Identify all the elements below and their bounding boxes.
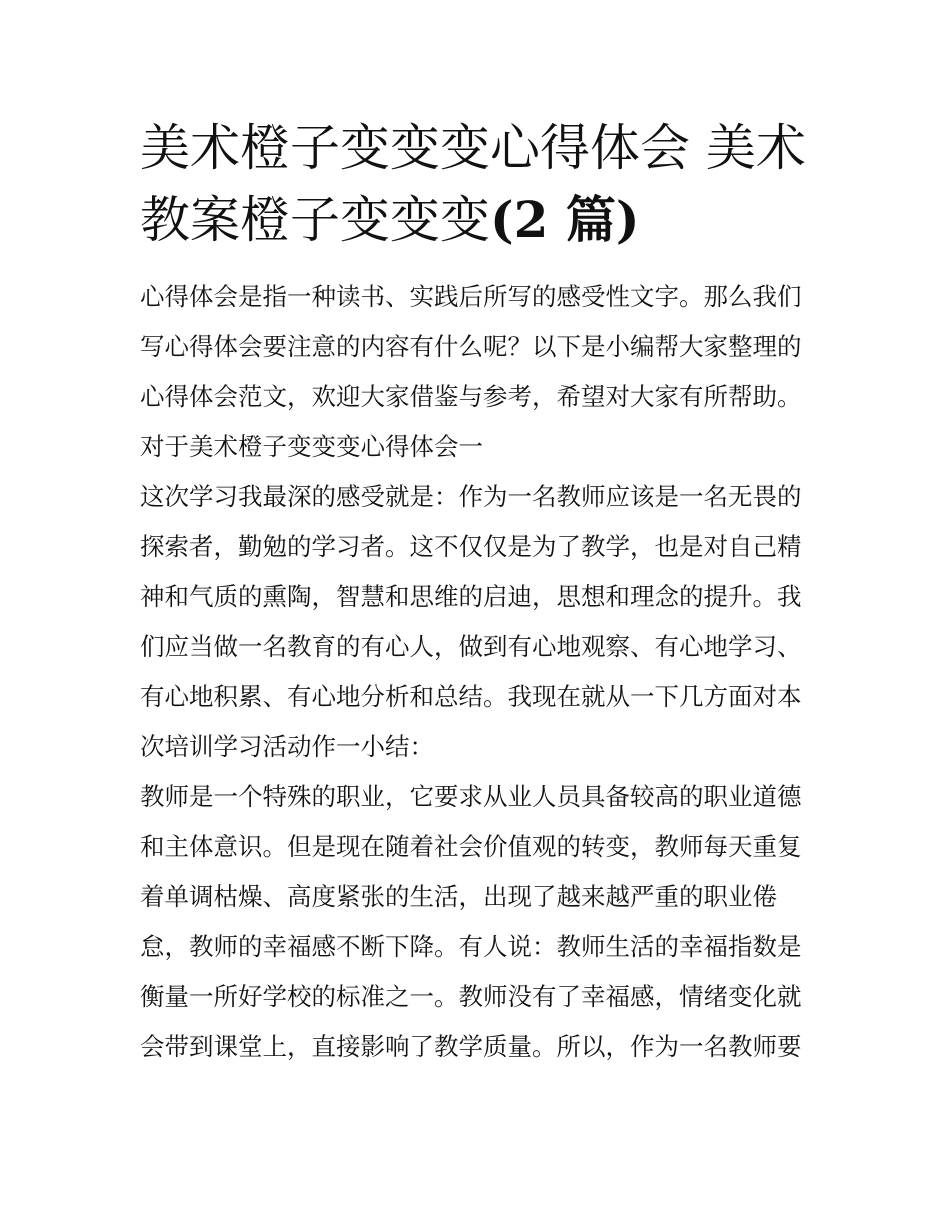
- title-line-1: 美术橙子变变变心得体会 美术: [140, 119, 806, 177]
- intro-paragraph: 心得体会是指一种读书、实践后所写的感受性文字。那么我们写心得体会要注意的内容有什么呢？以下是小编帮大家整理的心得体会范文，欢迎大家借鉴与参考，希望对大家有所帮助。: [140, 282, 802, 411]
- document-title: [140, 112, 815, 256]
- title-count: (2 篇): [490, 190, 640, 249]
- body-paragraph-2: 教师是一个特殊的职业，它要求从业人员具备较高的职业道德和主体意识。但是现在随着社会价值观的转变，教师每天重复着单调枯燥、高度紧张的生活，出现了越来越严重的职业倦怠，教师的幸福感不断下降。有人说：教师生活的幸福指数是衡量一所好学校的标准之一。教师没有了幸福感，情绪变化就会带到课堂上，直接影响了教学质量。所以，作为一名教师要: [140, 782, 802, 1061]
- section-heading: 对于美术橙子变变变心得体会一: [140, 432, 483, 461]
- document-page: [140, 112, 815, 1072]
- title-line-2: 教案橙子变变变: [140, 191, 490, 249]
- document-body: [140, 272, 815, 1072]
- body-paragraph-1: 这次学习我最深的感受就是：作为一名教师应该是一名无畏的探索者，勤勉的学习者。这不仅仅是为了教学，也是对自己精神和气质的熏陶，智慧和思维的启迪，思想和理念的提升。我们应当做一名教育的有心人，做到有心地观察、有心地学习、有心地积累、有心地分析和总结。我现在就从一下几方面对本次培训学习活动作一小结：: [140, 482, 802, 761]
